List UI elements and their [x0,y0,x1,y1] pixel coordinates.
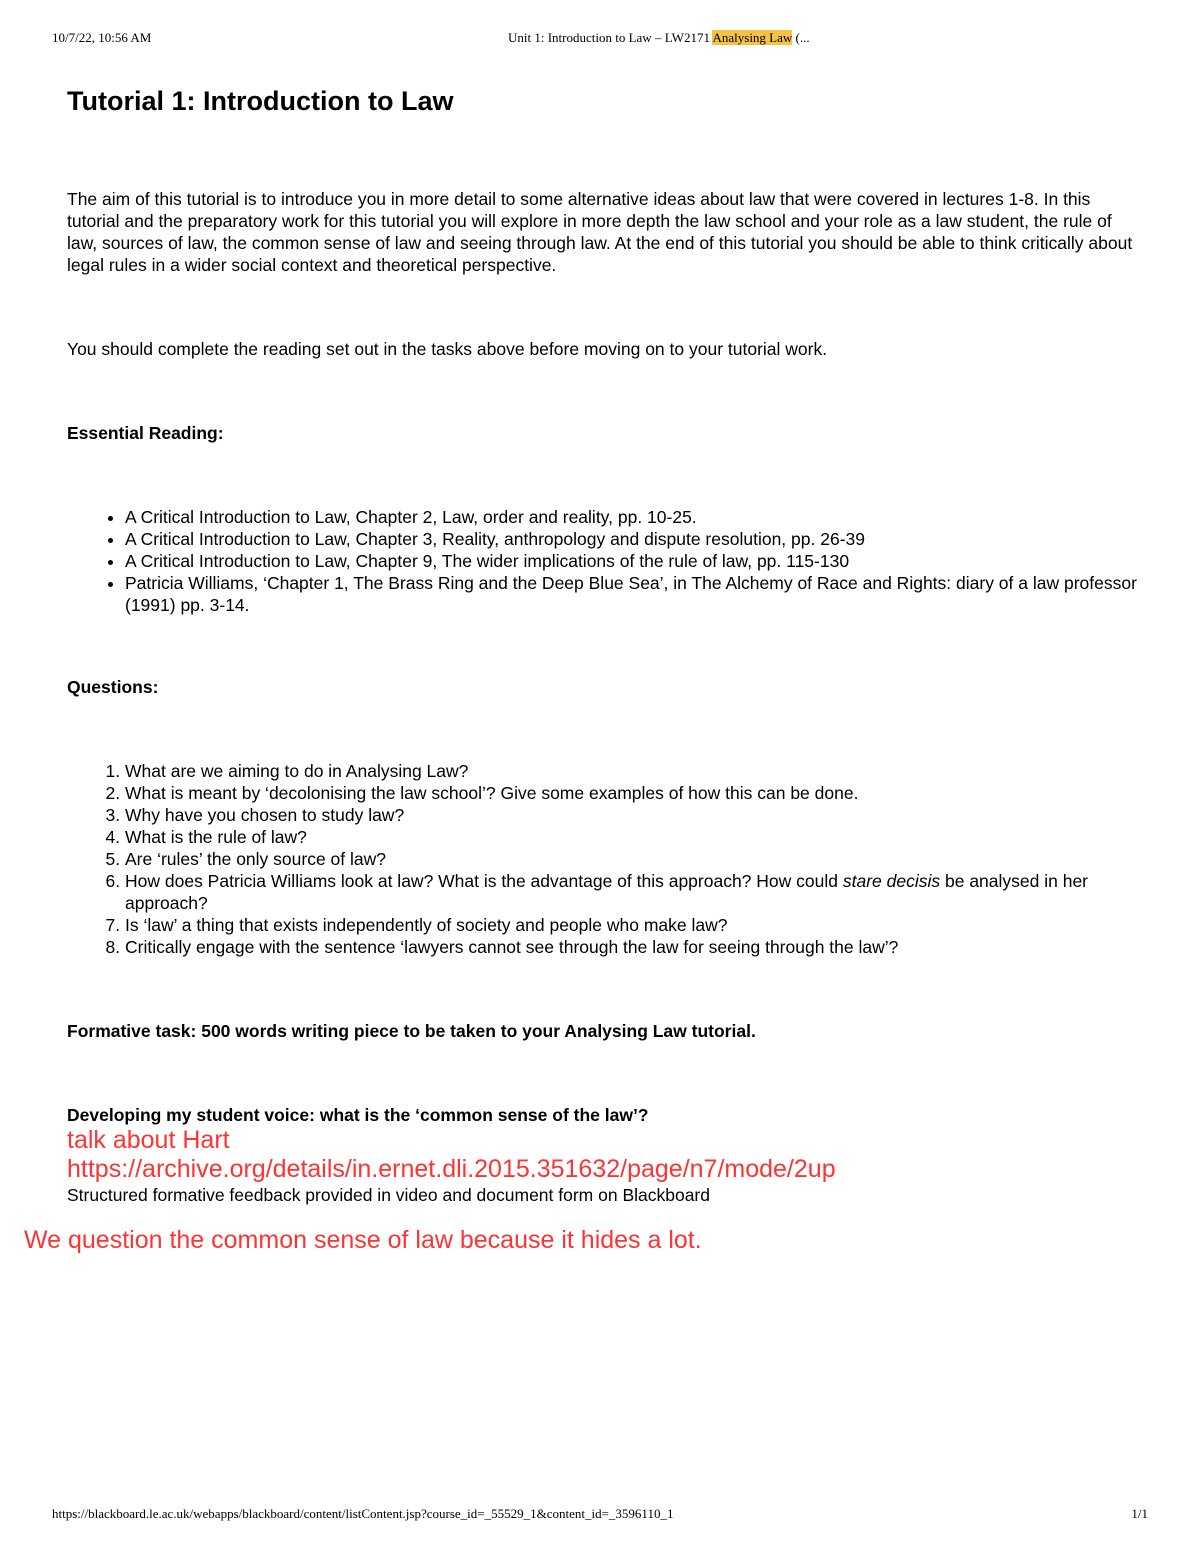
reading-item: • Patricia Williams, ‘Chapter 1, The Brass Ring and the Deep Blue Sea’, in The Alchemy of Race and Rights: diary of a law professor (1991) pp. 3-14. [125,572,1142,616]
question-item: 7. Is ‘law’ a thing that exists independently of society and people who make law? [125,914,1142,936]
handwritten-note: talk about Hart [67,1126,230,1154]
highlighted-course-name: Analysing Law [712,30,793,45]
tutorial-content [67,84,1142,1206]
student-voice-heading: Developing my student voice: what is the ‘common sense of the law’? [67,1105,649,1125]
feedback-note: Structured formative feedback provided in video and document form on Blackboard [67,1185,710,1205]
question-item: 4. What is the rule of law? [125,826,1142,848]
question-item: 8. Critically engage with the sentence ‘lawyers cannot see through the law for seeing through the law’? [125,936,1142,958]
print-header [52,30,1148,48]
instruction-paragraph: You should complete the reading set out in the tasks above before moving on to your tutorial work. [67,339,828,359]
question-list [67,760,1142,958]
question-item: 2. What is meant by ‘decolonising the law school’? Give some examples of how this can be done. [125,782,1142,804]
question-item: 6. How does Patricia Williams look at law? What is the advantage of this approach? How could stare decisis be analysed in her approach? [125,870,1142,914]
annotation-note: We question the common sense of law because it hides a lot. [24,1226,702,1254]
reading-item: • A Critical Introduction to Law, Chapter 3, Reality, anthropology and dispute resolution, pp. 26-39 [125,528,1142,550]
reading-item: • A Critical Introduction to Law, Chapter 9, The wider implications of the rule of law, pp. 115-130 [125,550,1142,572]
intro-paragraph: The aim of this tutorial is to introduce you in more detail to some alternative ideas about law that were covered in lectures 1-8. In this tutorial and the preparatory work for this tutorial you will explore in more depth the law school and your role as a law student, the rule of law, sources of law, the common sense of law and seeing through law. At the end of this tutorial you should be able to think critically about legal rules in a wider social context and theoretical perspective. [67,189,1133,275]
print-footer [52,1506,1148,1524]
essential-reading-heading: Essential Reading: [67,423,224,443]
print-page-number: 1/1 [1131,1506,1148,1521]
question-item: 1. What are we aiming to do in Analysing Law? [125,760,1142,782]
questions-heading: Questions: [67,677,159,697]
print-page-title: Unit 1: Introduction to Law – LW2171 Analysing Law (... [508,30,810,45]
archive-link[interactable]: https://archive.org/details/in.ernet.dli.2015.351632/page/n7/mode/2up [67,1155,836,1183]
question-item: 3. Why have you chosen to study law? [125,804,1142,826]
page-title: Tutorial 1: Introduction to Law [67,86,454,116]
reading-item: • A Critical Introduction to Law, Chapter 2, Law, order and reality, pp. 10-25. [125,506,1142,528]
print-url: https://blackboard.le.ac.uk/webapps/blackboard/content/listContent.jsp?course_id=_55529_1&content_id=_3596110_1 [52,1506,674,1521]
reading-list [67,506,1142,616]
stare-decisis-term: stare decisis [842,871,941,891]
formative-task-heading: Formative task: 500 words writing piece to be taken to your Analysing Law tutorial. [67,1021,756,1041]
print-datetime: 10/7/22, 10:56 AM [52,30,152,45]
question-item: 5. Are ‘rules’ the only source of law? [125,848,1142,870]
